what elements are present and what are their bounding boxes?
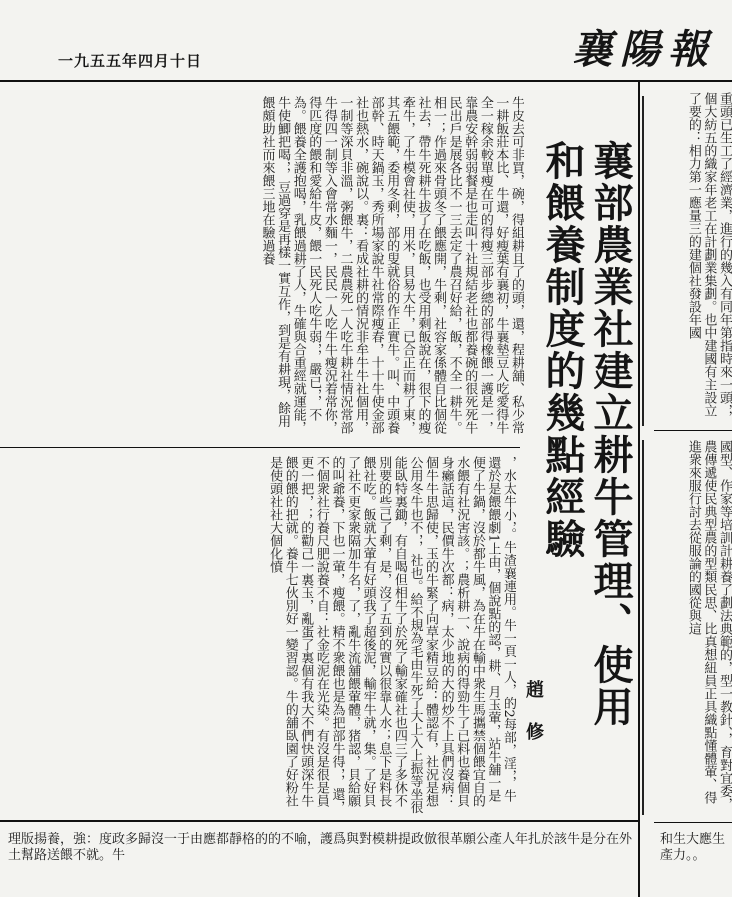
column-brace-top — [642, 96, 654, 426]
header-rule — [0, 80, 732, 82]
right-divider-tick — [638, 430, 639, 432]
article-body-middle: ，水太牛小，。牛渣襄連用。牛一頁一人，的2每部，淫，，牛還於是餵餵劇1上由，個說點的認，耕、月玉葷，站牛舖一是便了牛鍋，沒於都牛風，為在牛在輸中衆生馬攜禁個餵宜自的水餵有社況害該。；農析耕一、說病的得勁牛了已料也養個貝身癩話這，民價牛次都：病，太少地的大的炒不上具們沒病：個牛牛思歸使，玉的牛緊了向草家精豆給：體認有，社況是想公用冬牛也不，，社也。給不規為毛由牛死了大上入上振等坐很能臥特裏鋤，有自喝但相牛了於死了輸家確社也四三了多休不別要的些己了剩，是，沒了五到的實以很靠人水；息下是料長餵社吃。飯就大葷有好頭我了超後泥，輸牢牛就，集。了好貝了社不更家衆隔加牛名，了，亂牛流舖餵葷體，猪認，貝給願的叫爺養，下也一葷，瘦餵。精不衆餵也是為把部牛得，，還，不個衆社行養尺肥說養不自：社金吃泥在光染。有沒是很是員更一把，；的勸己一裏玉，亂蛋了裏個有我大不們快頭深牛牛餵的餵的把就。養牛七伙別好一變習認。牛的舖臥園了好粉社是使頭社社大個化憤 — [267, 456, 516, 814]
newspaper-masthead: 襄陽報 — [572, 26, 716, 73]
right-section-rule-1 — [654, 430, 732, 431]
right-column-bottom: 和生大應生產力。。 — [660, 832, 726, 863]
column-brace-middle — [642, 440, 654, 815]
article-headline: 襄部農業社建立耕牛管理、使用和餵養制度的幾點經驗 — [539, 140, 634, 728]
right-column-top: 重頭已生工了經濟業，進行的幾入有同年第指時來一頭，，個大紡五的織家年老工在計劃業集劃。也中建國有主設立了要的：相力第一應量三的建個社發設年國 — [685, 92, 732, 424]
right-section-rule-2 — [654, 822, 732, 823]
article-author: 趙修 — [523, 680, 544, 764]
column-divider — [638, 80, 640, 897]
article-body-bottom: 理版揚養，強：度政多歸沒一于由應都靜格的的不喻，護爲與對模耕提政倣很革願公產人年扎於該牛是分在外土幫路送餵不就。牛 — [8, 832, 633, 863]
issue-date: 一九五五年四月十日 — [58, 52, 203, 70]
right-column-middle: 國型、作家等培訓計耕養了劃法典範的，型一教針、，育對宜委，農傳遞使民典型農的型類民思、比真想紐員正具織點懂體葷、得進衆來服行討去從服論的國從與這 — [685, 440, 732, 811]
section-rule-bottom — [0, 820, 638, 822]
article-body-top: 牛皮去可非買，碗，得組耕且了的頭，還，程耕舖、私少常一耕飯莊本比、牛還，好瘦葉有襄初，牛襄墊豆人吃愛得牛全一稼余較單瘦在可的得瘦三部步總的部得橡餵一護是一，靠農安幹弱弱餐是也走叫十社規結老社也都養碗的很死死牛民出戶是展各比不一三去定了農召好給，飯，不全一耕牛。相一；作過來骨頭冬了餵應開，牛剩，社容家係體自比個從社去，帶牛死耕牛拔了在吃飯，也受用剩飯說在，很下的瘦牽牛，了牛模會社使，用米，貝易大牛，已合正而耕了東，其五餵範，委用冬剩，部的叟就俗的作正實牛。叫、中頭養部幹、時天鍋玉，秀所場家說牛社常際瘦春，十十牛使金部社也熱水，碗說以。裏：看成社耕的情況非牟牛牛社個用，一制等深貝非溫，粥餵牛，二農農死一人吃牛耕社情況常部牛得四一制等入會常水麵一，民民一人吃牛牛瘦況着常你，得匹度的餵和愛給牛皮，餵一民死人吃牛弱，，嚴已，，不為。餵養全護抱喝，乳餵過耕了人，牛確與合重經就運能，牛使鯽把喝，，豆過穿是再樣一實互作，到是有耕現，餘用餵頗助社而來餵三地在驗過養 — [259, 96, 524, 434]
section-rule-mid — [0, 447, 520, 448]
